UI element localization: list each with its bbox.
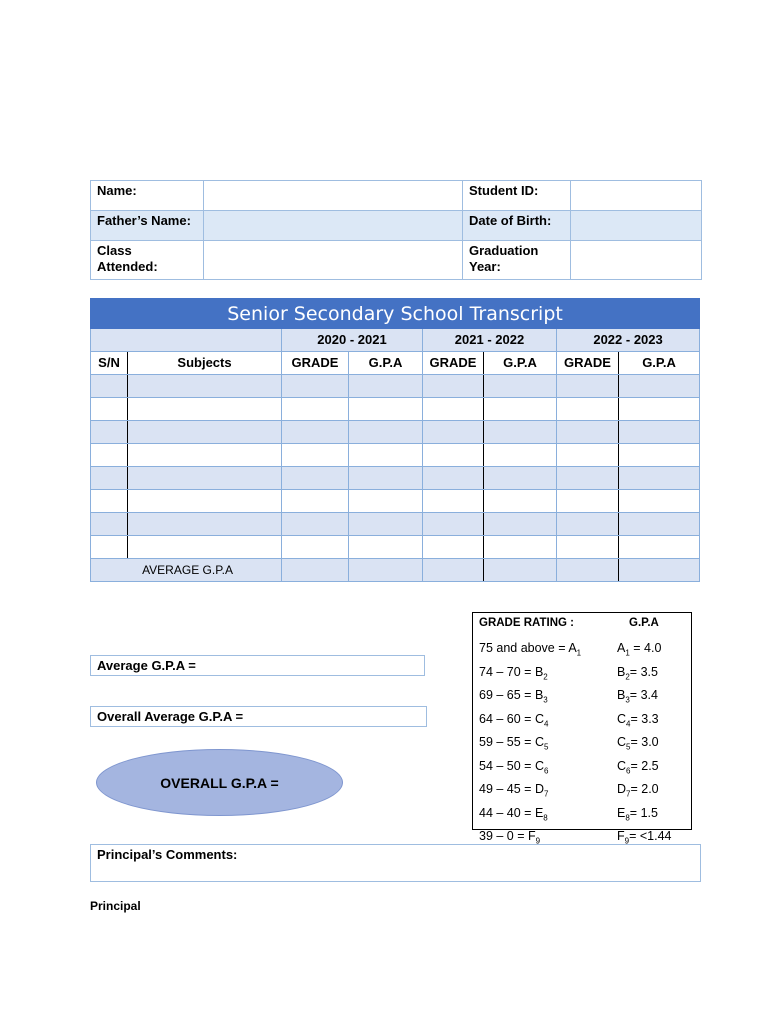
subject-cell[interactable] (128, 444, 282, 467)
grade-cell[interactable] (282, 536, 349, 559)
table-row (91, 490, 700, 513)
gpa-cell[interactable] (484, 398, 557, 421)
grade-gpa: $C_5= 3.0$ (617, 735, 659, 752)
table-row (91, 398, 700, 421)
grade-header-2: GRADE (423, 352, 484, 375)
overall-average-gpa-field[interactable]: Overall Average G.P.A = (90, 706, 427, 727)
sn-cell[interactable] (91, 467, 128, 490)
grade-cell[interactable] (282, 467, 349, 490)
sn-cell[interactable] (91, 490, 128, 513)
subject-cell[interactable] (128, 490, 282, 513)
grade-cell[interactable] (282, 513, 349, 536)
grade-rating-list (479, 639, 685, 851)
score-range: $59 - 55 = C_5$ (479, 735, 549, 752)
father-name-field[interactable] (204, 211, 463, 241)
transcript-title: Senior Secondary School Transcript (91, 299, 700, 329)
gpa-cell[interactable] (349, 536, 423, 559)
average-gpa-field[interactable]: Average G.P.A = (90, 655, 425, 676)
subject-cell[interactable] (128, 467, 282, 490)
class-label-line1: Class (97, 243, 132, 258)
score-range: $64 - 60 = C_4$ (479, 711, 549, 728)
subject-cell[interactable] (128, 375, 282, 398)
principal-label: Principal (90, 899, 141, 913)
date-of-birth-label: Date of Birth: (463, 211, 571, 241)
grade-gpa: $E_8= 1.5$ (617, 805, 658, 822)
principal-comments-box[interactable]: Principal’s Comments: (90, 844, 701, 882)
class-attended-label (91, 241, 204, 280)
avg-grade-cell[interactable] (423, 559, 484, 582)
grade-gpa: $D_7= 2.0$ (617, 782, 659, 799)
grade-cell[interactable] (423, 490, 484, 513)
table-row (91, 513, 700, 536)
father-name-label: Father’s Name: (91, 211, 204, 241)
grade-cell[interactable] (557, 444, 619, 467)
student-id-field[interactable] (571, 181, 702, 211)
overall-gpa-ellipse (96, 749, 343, 816)
grade-rating-header (479, 617, 685, 629)
gpa-cell[interactable] (619, 444, 700, 467)
gpa-cell[interactable] (619, 421, 700, 444)
grade-cell[interactable] (423, 375, 484, 398)
sn-cell[interactable] (91, 536, 128, 559)
sn-cell[interactable] (91, 398, 128, 421)
class-label-line2: Attended: (97, 259, 158, 274)
avg-gpa-cell[interactable] (484, 559, 557, 582)
sn-header: S/N (91, 352, 128, 375)
grade-rating-box (472, 612, 692, 846)
avg-gpa-cell[interactable] (619, 559, 700, 582)
year-header-2: 2021 - 2022 (423, 329, 557, 352)
gpa-cell[interactable] (484, 490, 557, 513)
grade-cell[interactable] (557, 490, 619, 513)
subject-cell[interactable] (128, 421, 282, 444)
grade-cell[interactable] (557, 536, 619, 559)
gpa-cell[interactable] (484, 467, 557, 490)
score-range: $39 - 0 = F_9$ (479, 829, 541, 846)
grade-cell[interactable] (282, 375, 349, 398)
grade-rating-row (479, 710, 685, 734)
grade-cell[interactable] (557, 398, 619, 421)
grade-cell[interactable] (282, 421, 349, 444)
sn-cell[interactable] (91, 444, 128, 467)
grade-gpa: $B_2= 3.5$ (617, 664, 658, 681)
table-row (91, 536, 700, 559)
gpa-cell[interactable] (619, 536, 700, 559)
grad-label-line2: Year: (469, 259, 501, 274)
transcript-table (90, 298, 700, 582)
subject-cell[interactable] (128, 513, 282, 536)
grade-rating-row (479, 804, 685, 828)
grade-rating-row (479, 733, 685, 757)
score-range: 75 and above = $A_1$ (479, 641, 582, 658)
year-header-3: 2022 - 2023 (557, 329, 700, 352)
grade-cell[interactable] (423, 536, 484, 559)
grade-gpa: $F_9= <1.44$ (617, 829, 672, 846)
gpa-cell[interactable] (619, 398, 700, 421)
gpa-cell[interactable] (619, 513, 700, 536)
score-range: $49 - 45 = D_7$ (479, 782, 549, 799)
year-header-1: 2020 - 2021 (282, 329, 423, 352)
score-range: $69 - 65 = B_3$ (479, 688, 548, 705)
gpa-cell[interactable] (484, 421, 557, 444)
grade-rating-row (479, 686, 685, 710)
grade-cell[interactable] (423, 467, 484, 490)
overall-gpa-label: OVERALL G.P.A = (160, 774, 279, 791)
gpa-cell[interactable] (349, 375, 423, 398)
grade-rating-row (479, 757, 685, 781)
score-range: $74 - 70 = B_2$ (479, 664, 548, 681)
grade-rating-row (479, 780, 685, 804)
grade-rating-title: GRADE RATING : (479, 617, 574, 629)
table-row (91, 421, 700, 444)
gpa-cell[interactable] (349, 513, 423, 536)
avg-gpa-cell[interactable] (349, 559, 423, 582)
gpa-cell[interactable] (349, 490, 423, 513)
sn-cell[interactable] (91, 421, 128, 444)
subject-cell[interactable] (128, 398, 282, 421)
gpa-header-3: G.P.A (619, 352, 700, 375)
gpa-cell[interactable] (484, 536, 557, 559)
grade-rating-row (479, 639, 685, 663)
student-id-label: Student ID: (463, 181, 571, 211)
grade-cell[interactable] (423, 398, 484, 421)
gpa-cell[interactable] (484, 444, 557, 467)
avg-grade-cell[interactable] (557, 559, 619, 582)
grade-cell[interactable] (282, 490, 349, 513)
name-label: Name: (91, 181, 204, 211)
average-gpa-row (91, 559, 700, 582)
table-row (91, 375, 700, 398)
gpa-header-2: G.P.A (484, 352, 557, 375)
gpa-header-1: G.P.A (349, 352, 423, 375)
grade-rating-row (479, 663, 685, 687)
gpa-cell[interactable] (349, 421, 423, 444)
name-field[interactable] (204, 181, 463, 211)
table-row (91, 444, 700, 467)
gpa-cell[interactable] (619, 490, 700, 513)
year-header-blank (91, 329, 282, 352)
gpa-cell[interactable] (349, 444, 423, 467)
grade-gpa: $C_6= 2.5$ (617, 758, 659, 775)
subjects-header: Subjects (128, 352, 282, 375)
grade-gpa: $C_4= 3.3$ (617, 711, 659, 728)
student-info-table (90, 180, 702, 280)
grade-cell[interactable] (557, 421, 619, 444)
score-range: $54 - 50 = C_6$ (479, 758, 549, 775)
date-of-birth-field[interactable] (571, 211, 702, 241)
avg-grade-cell[interactable] (282, 559, 349, 582)
sn-cell[interactable] (91, 375, 128, 398)
grade-cell[interactable] (282, 398, 349, 421)
grade-cell[interactable] (423, 513, 484, 536)
gpa-cell[interactable] (349, 398, 423, 421)
grade-gpa: $A_1 = 4.0$ (617, 641, 662, 658)
grade-header-3: GRADE (557, 352, 619, 375)
grade-cell[interactable] (557, 513, 619, 536)
gpa-cell[interactable] (619, 375, 700, 398)
gpa-cell[interactable] (484, 375, 557, 398)
grade-cell[interactable] (557, 467, 619, 490)
grad-label-line1: Graduation (469, 243, 539, 258)
table-row (91, 467, 700, 490)
grade-cell[interactable] (557, 375, 619, 398)
grade-cell[interactable] (282, 444, 349, 467)
score-range: $44 - 40 = E_8$ (479, 805, 548, 822)
sn-cell[interactable] (91, 513, 128, 536)
gpa-cell[interactable] (349, 467, 423, 490)
class-attended-field[interactable] (204, 241, 463, 280)
subject-cell[interactable] (128, 536, 282, 559)
graduation-year-label (463, 241, 571, 280)
gpa-cell[interactable] (619, 467, 700, 490)
grade-header-1: GRADE (282, 352, 349, 375)
average-gpa-label: AVERAGE G.P.A (91, 559, 282, 582)
gpa-title: G.P.A (629, 617, 659, 629)
grade-gpa: $B_3= 3.4$ (617, 688, 658, 705)
graduation-year-field[interactable] (571, 241, 702, 280)
gpa-cell[interactable] (484, 513, 557, 536)
grade-cell[interactable] (423, 421, 484, 444)
grade-cell[interactable] (423, 444, 484, 467)
